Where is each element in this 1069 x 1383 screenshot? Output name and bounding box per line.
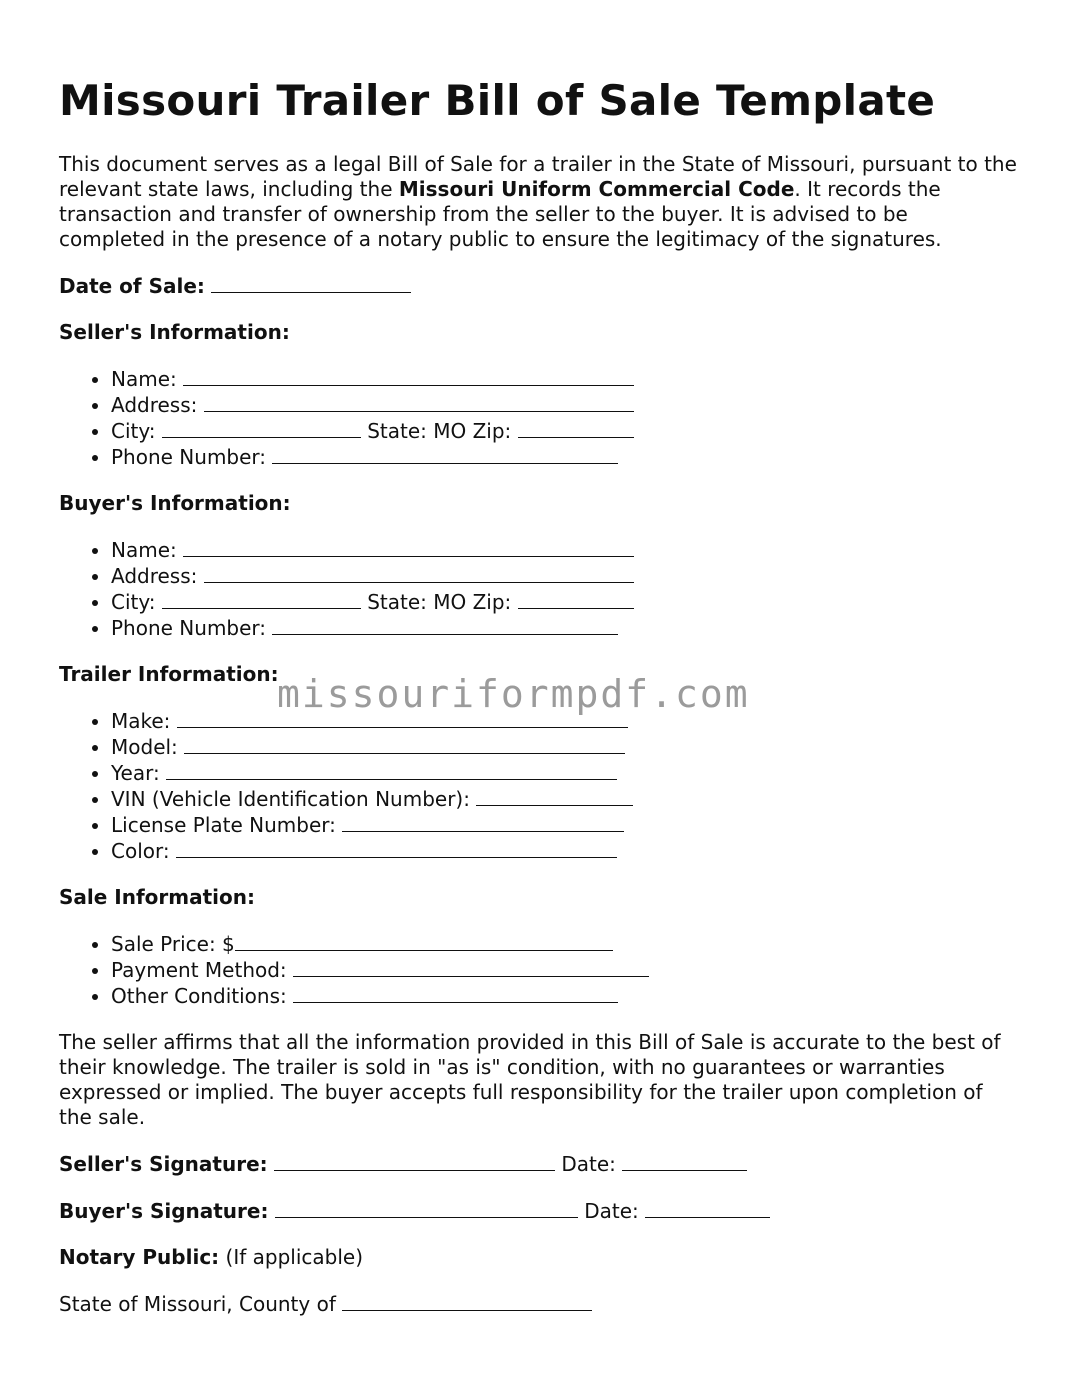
buyer-address-blank[interactable] <box>204 563 634 583</box>
list-item <box>111 838 1019 864</box>
trailer-model-label: Model: <box>111 735 178 759</box>
buyer-heading: Buyer's Information: <box>59 491 291 515</box>
sale-price-label: Sale Price: $ <box>111 932 235 956</box>
buyer-phone-label: Phone Number: <box>111 616 267 640</box>
other-conditions-label: Other Conditions: <box>111 984 287 1008</box>
buyer-signature-row <box>59 1198 1019 1224</box>
buyer-name-label: Name: <box>111 538 177 562</box>
trailer-year-label: Year: <box>111 761 160 785</box>
trailer-year-blank[interactable] <box>166 760 617 780</box>
county-label: State of Missouri, County of <box>59 1292 336 1316</box>
buyer-signature-label: Buyer's Signature: <box>59 1199 269 1223</box>
affirmation-paragraph: The seller affirms that all the information provided in this Bill of Sale is accurate to the best of their knowledge. The trailer is sold in "as is" condition, with no guarantees or warranties expressed or implied. The buyer accepts full responsibility for the trailer upon completion of the sale. <box>59 1030 1001 1129</box>
intro-paragraph <box>59 152 1019 252</box>
county-row <box>59 1291 1019 1317</box>
trailer-color-blank[interactable] <box>176 838 617 858</box>
trailer-color-label: Color: <box>111 839 170 863</box>
date-of-sale-label: Date of Sale: <box>59 274 205 298</box>
list-item <box>111 444 1019 470</box>
seller-city-label: City: <box>111 419 156 443</box>
other-conditions-blank[interactable] <box>293 983 618 1003</box>
sale-list <box>59 931 1019 1009</box>
page-title: Missouri Trailer Bill of Sale Template <box>59 76 936 125</box>
seller-list <box>59 366 1019 470</box>
trailer-list <box>59 708 1019 864</box>
list-item <box>111 786 1019 812</box>
payment-method-label: Payment Method: <box>111 958 287 982</box>
buyer-zip-blank[interactable] <box>518 589 634 609</box>
seller-phone-blank[interactable] <box>272 444 618 464</box>
seller-date-blank[interactable] <box>622 1151 747 1171</box>
list-item <box>111 563 1019 589</box>
list-item <box>111 366 1019 392</box>
county-blank[interactable] <box>342 1291 592 1311</box>
seller-city-blank[interactable] <box>162 418 361 438</box>
seller-name-blank[interactable] <box>183 366 634 386</box>
seller-address-blank[interactable] <box>204 392 634 412</box>
buyer-name-blank[interactable] <box>183 537 634 557</box>
seller-name-label: Name: <box>111 367 177 391</box>
trailer-make-label: Make: <box>111 709 171 733</box>
seller-phone-label: Phone Number: <box>111 445 267 469</box>
buyer-signature-blank[interactable] <box>275 1198 578 1218</box>
seller-zip-blank[interactable] <box>518 418 634 438</box>
intro-text-2: . It records the transaction and transfer of ownership from the seller to the buyer. It is advised to be completed in the presence of a notary public to ensure the legitimacy of the signatures. <box>59 177 942 251</box>
trailer-plate-blank[interactable] <box>342 812 624 832</box>
buyer-date-label: Date: <box>584 1199 639 1223</box>
seller-signature-row <box>59 1151 1019 1177</box>
list-item <box>111 931 1019 957</box>
trailer-model-blank[interactable] <box>184 734 625 754</box>
list-item <box>111 760 1019 786</box>
buyer-state-zip-label: State: MO Zip: <box>367 590 512 614</box>
trailer-plate-label: License Plate Number: <box>111 813 336 837</box>
seller-signature-label: Seller's Signature: <box>59 1152 268 1176</box>
list-item <box>111 392 1019 418</box>
payment-method-blank[interactable] <box>293 957 649 977</box>
list-item <box>111 615 1019 641</box>
buyer-address-label: Address: <box>111 564 198 588</box>
seller-signature-blank[interactable] <box>274 1151 555 1171</box>
list-item <box>111 734 1019 760</box>
buyer-list <box>59 537 1019 641</box>
trailer-vin-label: VIN (Vehicle Identification Number): <box>111 787 470 811</box>
sale-price-blank[interactable] <box>235 931 613 951</box>
notary-row <box>59 1245 1019 1270</box>
trailer-heading: Trailer Information: <box>59 662 279 686</box>
date-of-sale-blank[interactable] <box>211 273 411 293</box>
seller-heading: Seller's Information: <box>59 320 290 344</box>
sale-heading: Sale Information: <box>59 885 255 909</box>
intro-text-1: This document serves as a legal Bill of Sale for a trailer in the State of Missouri, pursuant to the relevant state laws, including the <box>59 152 1017 201</box>
list-item <box>111 983 1019 1009</box>
trailer-vin-blank[interactable] <box>476 786 633 806</box>
list-item <box>111 418 1019 444</box>
intro-bold-text: Missouri Uniform Commercial Code <box>398 177 795 201</box>
list-item <box>111 957 1019 983</box>
seller-date-label: Date: <box>561 1152 616 1176</box>
notary-note: (If applicable) <box>225 1245 364 1269</box>
list-item <box>111 589 1019 615</box>
seller-address-label: Address: <box>111 393 198 417</box>
list-item <box>111 812 1019 838</box>
seller-state-zip-label: State: MO Zip: <box>367 419 512 443</box>
buyer-phone-blank[interactable] <box>272 615 618 635</box>
buyer-date-blank[interactable] <box>645 1198 770 1218</box>
date-of-sale-row <box>59 273 1019 299</box>
buyer-city-blank[interactable] <box>162 589 361 609</box>
notary-label: Notary Public: <box>59 1245 220 1269</box>
buyer-city-label: City: <box>111 590 156 614</box>
watermark: missouriformpdf.com <box>277 672 750 716</box>
list-item <box>111 537 1019 563</box>
